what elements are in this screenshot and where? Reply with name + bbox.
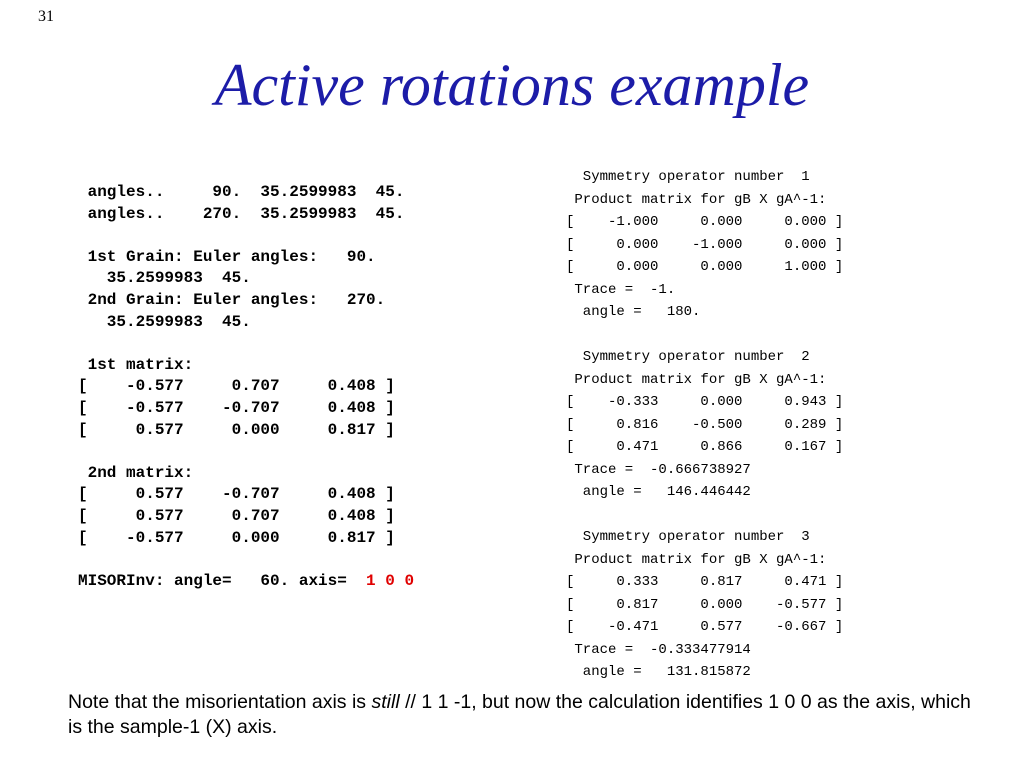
right-code-line [566,324,843,347]
left-code-line: [ 0.577 0.707 0.408 ] [78,506,395,525]
right-code-line: Trace = -1. [566,281,676,298]
misorientation-label: MISORInv: angle= 60. axis= [78,571,367,590]
misorientation-result [78,571,414,593]
left-code-line: 1st Grain: Euler angles: 90. [78,247,376,266]
left-code-line: [ -0.577 -0.707 0.408 ] [78,398,395,417]
right-code-line: [ 0.333 0.817 0.471 ] [566,574,844,590]
left-code-line: angles.. 90. 35.2599983 45. [78,183,405,201]
left-code-line: [ 0.577 -0.707 0.408 ] [78,485,395,504]
right-code-line [566,504,843,527]
left-code-line: 2nd Grain: Euler angles: 270. [78,290,386,309]
right-code-block [566,166,843,684]
right-code-line: angle = 180. [566,304,701,320]
right-code-line: Trace = -0.666738927 [566,461,751,478]
note-text-end: // 1 1 -1, but now the calculation identifies 1 0 0 as the axis, which is the sample-1 (X) axis. [68,691,971,738]
left-code-line: [ 0.577 0.000 0.817 ] [78,420,395,439]
right-code-line: Product matrix for gB X gA^-1: [566,371,827,388]
right-code-line: [ 0.471 0.866 0.167 ] [566,439,844,455]
left-code-line: 35.2599983 45. [78,269,251,288]
right-code-line: Symmetry operator number 1 [566,169,810,185]
left-code-line: 2nd matrix: [78,463,194,482]
right-code-line: [ -0.333 0.000 0.943 ] [566,394,844,410]
right-code-line: [ -0.471 0.577 -0.667 ] [566,619,844,635]
left-code-line: 35.2599983 45. [78,312,251,331]
left-code-line: angles.. 270. 35.2599983 45. [78,204,405,223]
left-code-line [78,549,414,571]
right-code-line: angle = 146.446442 [566,484,751,500]
right-code-line: Product matrix for gB X gA^-1: [566,551,827,568]
right-code-line: [ -1.000 0.000 0.000 ] [566,214,844,230]
right-code-line: [ 0.816 -0.500 0.289 ] [566,416,844,433]
right-code-line: [ 0.000 0.000 1.000 ] [566,259,844,275]
note-paragraph [68,690,988,740]
right-code-line: [ 0.000 -1.000 0.000 ] [566,236,844,253]
left-code-line [78,225,414,247]
left-code-line: [ -0.577 0.000 0.817 ] [78,528,395,547]
right-code-line: Symmetry operator number 2 [566,349,810,365]
right-code-line: angle = 131.815872 [566,664,751,680]
note-text-start: Note that the misorientation axis is [68,691,372,713]
slide-number: 31 [38,8,54,25]
right-code-line: Symmetry operator number 3 [566,529,810,545]
right-code-line: [ 0.817 0.000 -0.577 ] [566,596,844,613]
left-code-line [78,333,414,355]
left-code-line [78,441,414,463]
left-code-block [78,182,414,592]
misorientation-axis: 1 0 0 [366,571,415,590]
slide-title: Active rotations example [214,52,810,118]
right-code-line: Product matrix for gB X gA^-1: [566,191,827,208]
right-code-line: Trace = -0.333477914 [566,641,751,658]
left-code-line: 1st matrix: [78,355,194,374]
note-emphasis: still [371,691,400,713]
left-code-line: [ -0.577 0.707 0.408 ] [78,377,395,396]
